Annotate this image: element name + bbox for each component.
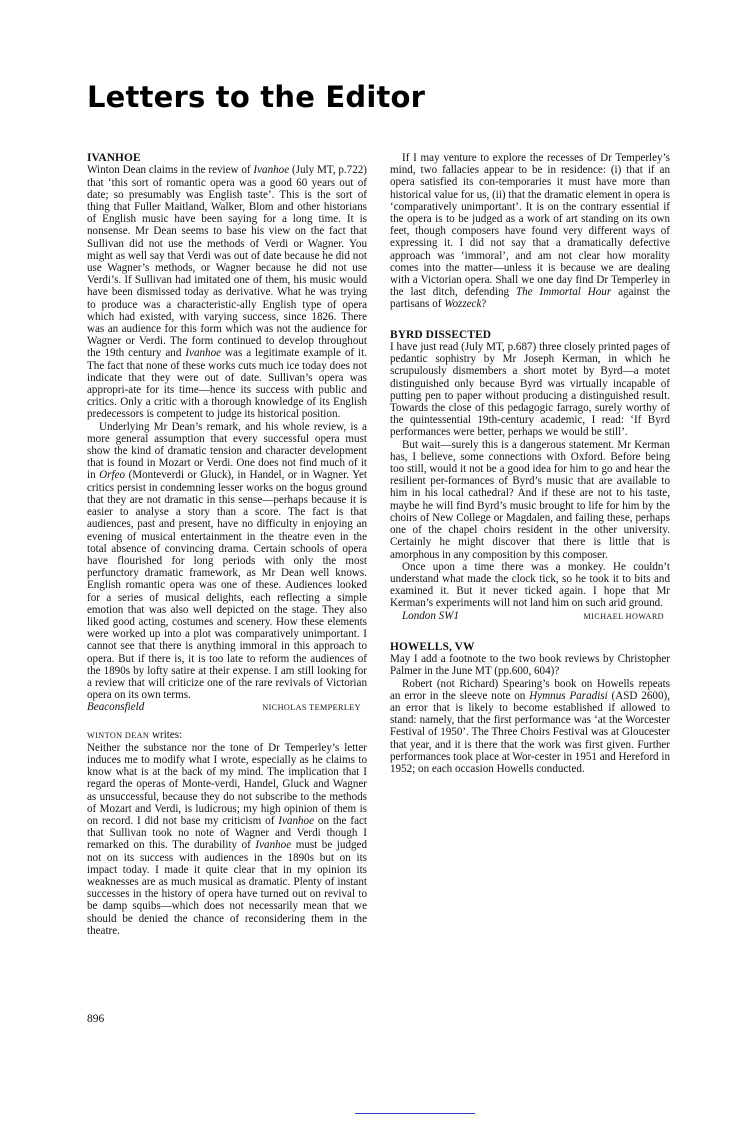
byrd-paragraph-3: Once upon a time there was a monkey. He couldn’t understand what made the clock tick, so he took it to bits and examined it. But it never ticked again. I hope that Mr Kerman’s experiments will not land him on such arid ground. xyxy=(390,560,670,610)
howells-paragraph-1: May I add a footnote to the two book reviews by Christopher Palmer in the June MT (pp.600, 604)? xyxy=(390,653,670,678)
byrd-paragraph-1: I have just read (July MT, p.687) three closely printed pages of pedantic sophistry by Mr Joseph Kerman, in which he scrupulously dismembers a short motet by Byrd—a motet distinguished only because Byrd was virtually incapable of putting pen to paper without producing a distinguished result. Towards the close of this pedagogic farrago, surely worthy of the quintessential 19th-century academic, I read: ‘If Byrd performances were better, perhaps we would be still’. xyxy=(390,341,670,439)
letter-heading-ivanhoe: IVANHOE xyxy=(87,152,141,164)
left-column xyxy=(87,152,367,937)
ivanhoe-paragraph-1: Winton Dean claims in the review of Ivanhoe (July MT, p.722) that ‘this sort of romantic opera was a good 60 years out of date; so presumably was English taste’. This is the sort of thing that Fuller Maitland, Walker, Blom and other historians of English music have been saying for a long time. It is nonsense. Mr Dean seems to base his view on the fact that Sullivan did not use the methods of Verdi or Wagner. You might as well say that Verdi was out of date because he did not use Wagner’s methods, or Wagner because he did not use Verdi’s. If Sullivan had imitated one of them, his music would have been dismissed today as derivative. What he was trying to produce was a characteristic-ally English type of opera which had existed, with varying success, since 1826. There was an audience for this form which was not the audience for Wagner or Verdi. The form continued to develop throughout the 19th century and Ivanhoe was a legitimate example of it. The fact that none of these works cuts much ice today does not indicate that they were out of date. Sullivan’s opera was appropri-ate for its time—hence its success with public and critics. Only a critic with a thorough knowledge of its English predecessors is competent to judge its historical position. xyxy=(87,164,367,421)
reply-paragraph-1: Neither the substance nor the tone of Dr Temperley’s letter induces me to modify what I wrote, especially as he claims to know what is at the back of my mind. The implication that I regard the operas of Monte-verdi, Handel, Gluck and Wagner as unsuccessful, because they do not subscribe to the methods of Mozart and Verdi, is ludicrous; my high opinion of them is on record. I did not base my criticism of Ivanhoe on the fact that Sullivan took no note of Wagner and Verdi though I remarked on this. The durability of Ivanhoe must be judged not on its success with audiences in the 1890s but on its impact today. I made it quite clear that in my opinion its weaknesses are as much musical as dramatic. Plenty of instant successes in the history of opera have turned out on revival to be damp squibs—which does not necessarily mean that we should be denied the chance of reconsidering them in the theatre. xyxy=(87,741,368,937)
letter-signature: NICHOLAS TEMPERLEY xyxy=(262,703,361,713)
letter-signature: MICHAEL HOWARD xyxy=(583,611,664,621)
page-number: 896 xyxy=(87,1013,105,1025)
letter-place: London SW1 xyxy=(402,609,460,622)
letter-place: Beaconsfield xyxy=(87,701,145,714)
byrd-paragraph-2: But wait—surely this is a dangerous statement. Mr Kerman has, I believe, some connections with Oxford. Before being too still, would it not be a good idea for him to go and hear the resilient per-formances of Byrd’s music that are available to him in his local cathedral? And if these are not to his taste, maybe he will find Byrd’s music brought to life for him by the choirs of New College or Magdalen, and failing these, perhaps one of the chapel choirs resident in the other university. Certainly he might discover that there is little that is amorphous in any composition by this composer. xyxy=(390,438,670,561)
letter-heading-howells: HOWELLS, VW xyxy=(390,640,475,653)
right-column xyxy=(390,152,670,775)
letter-heading-byrd: BYRD DISSECTED xyxy=(390,328,492,341)
page-title: Letters to the Editor xyxy=(87,80,426,114)
ivanhoe-paragraph-2: Underlying Mr Dean’s remark, and his whole review, is a more general assumption that every successful opera must show the kind of dramatic tension and character development that is found in Mozart or Verdi. One does not find much of it in Orfeo (Monteverdi or Gluck), in Handel, or in Wagner. Yet critics persist in condemning lesser works on the bogus ground that they are not dramatic in this sense—perhaps because it is easier to analyse a story than a score. The fact is that audiences, past and present, have no difficulty in enjoying an evening of musical entertainment in the theatre even in the total absence of convincing drama. Certain schools of opera have flourished for long periods with only the most perfunctory dramatic framework, as Mr Dean well knows. English romantic opera was one of these. Audiences looked for a series of musical delights, each reflecting a simple emotion that was also well depicted on the stage. They also liked good acting, costumes and scenery. How these elements were worked up into a plot was comparatively unimportant. I cannot see that there is anything immoral in this approach to opera. But if there is, it is too late to reform the audiences of the 1890s by lofty satire at their expense. I am still looking for a review that will criticize one of the rare revivals of Victorian opera on its own terms. xyxy=(87,420,367,702)
byrd-signature-row xyxy=(390,610,670,623)
reply-intro: WINTON DEAN writes: xyxy=(87,728,183,741)
reply-paragraph-2: If I may venture to explore the recesses of Dr Temperley’s mind, two fallacies appear to be in residence: (i) that if an opera satisfied its con-temporaries it must have more than historical value for us, (ii) that the dramatic element in opera is ‘comparatively unimportant’. It is on the contrary essential if the opera is to be judged as a work of art standing on its own feet, though composers have found very different ways of expressing it. I did not say that a dramatically defective approach was ‘immoral’, and am not clear how morality comes into the matter—unless it is because we are dealing with a Victorian opera. Shall we one day find Dr Temperley in the last ditch, defending The Immortal Hour against the partisans of Wozzeck? xyxy=(390,152,670,311)
howells-paragraph-2: Robert (not Richard) Spearing’s book on Howells repeats an error in the sleeve note on Hymnus Paradisi (ASD 2600), an error that is likely to become established if allowed to stand: namely, that the first performance was ‘at the Worcester Festival of 1950’. The Three Choirs Festival was at Gloucester that year, and it is there that the work was first given. Further performances took place at Wor-cester in 1951 and Hereford in 1952; on each occasion Howells conducted. xyxy=(390,677,670,775)
footer-link-line[interactable] xyxy=(355,1113,475,1114)
ivanhoe-signature-row xyxy=(87,701,367,714)
